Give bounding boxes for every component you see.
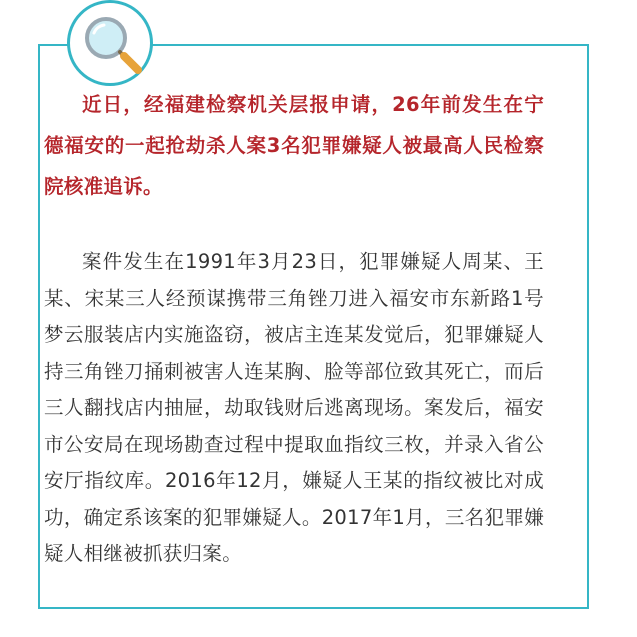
lead-paragraph: 近日，经福建检察机关层报申请，26年前发生在宁德福安的一起抢劫杀人案3名犯罪嫌疑人被最高人民检察院核准追诉。 <box>44 93 544 198</box>
body-paragraph: 案件发生在1991年3月23日，犯罪嫌疑人周某、王某、宋某三人经预谋携带三角锉刀进入福安市东新路1号梦云服装店内实施盗窃，被店主连某发觉后，犯罪嫌疑人持三角锉刀捅刺被害人连某胸、脸等部位致其死亡，而后三人翻找店内抽屉，劫取钱财后逃离现场。案发后，福安市公安局在现场勘查过程中提取血指纹三枚，并录入省公安厅指纹库。2016年12月，嫌疑人王某的指纹被比对成功，确定系该案的犯罪嫌疑人。2017年1月，三名犯罪嫌疑人相继被抓获归案。 <box>44 250 544 565</box>
magnifier-icon <box>70 3 150 83</box>
magnifier-badge <box>67 0 153 86</box>
